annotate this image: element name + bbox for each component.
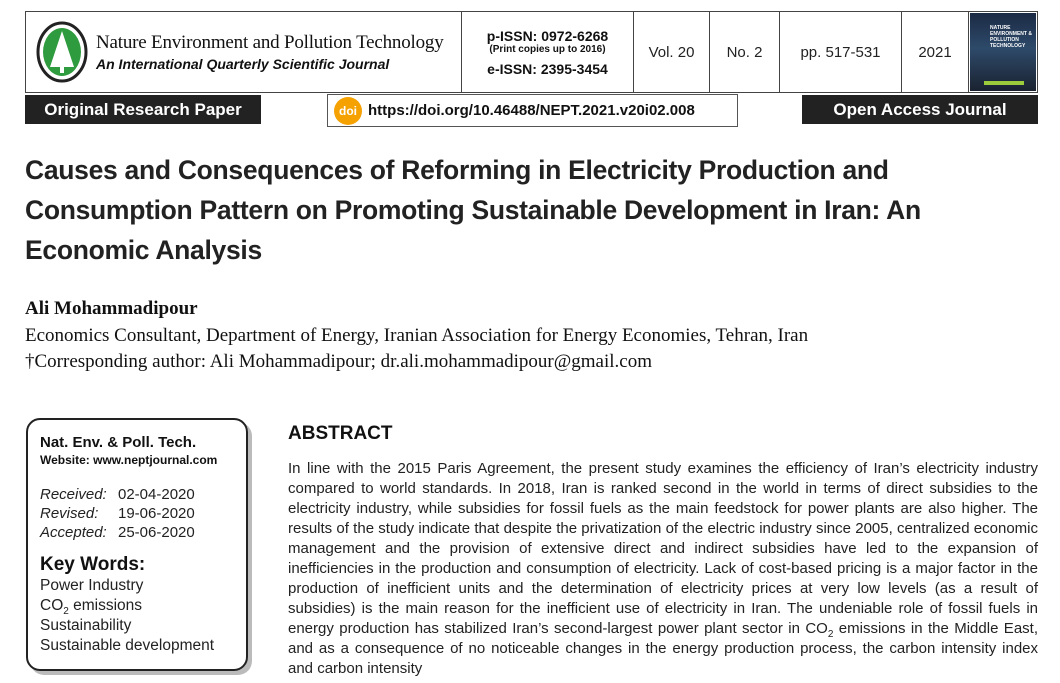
- article-dates: [40, 485, 246, 542]
- keyword-item: $CO_2$ emissions: [40, 597, 143, 618]
- abstract-text: In line with the 2015 Paris Agreement, the present study examines the efficiency of Iran’s electricity industry compared to world standards. In 2018, Iran is ranked second in the world in terms of direct subsidies to the electricity industry, while subsidies for fossil fuels as the main feedstock for power plants are also higher. The results of the study indicate that despite the privatization of the electric industry since 2005, centralized economic management and the provision of extensive direct and indirect subsidies have led to the expansion of inefficiencies in the production and consumption of electricity. Lack of cost-based pricing is a major factor in the production of inefficient units and the determination of electricity prices at very low levels (as a result of subsidies) is the main reason for the inefficient use of electricity in Iran. The undeniable role of fossil fuels in energy production has stabilized Iran’s second-largest power plant sector in $CO_2$ emissions in the Middle East, and as a consequence of no noticeable changes in the energy production process, the carbon intensity index and carbon intensity: [288, 460, 1038, 677]
- issue-number: No. 2: [710, 12, 780, 92]
- journal-cover-image: [970, 13, 1036, 91]
- journal-name: Nature Environment and Pollution Technology: [96, 32, 444, 53]
- received-date: 02-04-2020: [118, 486, 195, 503]
- journal-cell: [26, 12, 462, 92]
- author-name: Ali Mohammadipour: [25, 298, 198, 319]
- p-issn: p-ISSN: 0972-6268: [486, 27, 609, 44]
- journal-logo-icon: [36, 21, 88, 83]
- accepted-date: 25-06-2020: [118, 524, 195, 541]
- sidebox-website: Website: www.neptjournal.com: [40, 453, 218, 467]
- keywords-title: Key Words:: [40, 554, 146, 575]
- article-info-box: [26, 418, 248, 671]
- open-access-label: Open Access Journal: [802, 95, 1038, 124]
- accepted-label: Accepted:: [40, 524, 107, 541]
- doi-url[interactable]: https://doi.org/10.46488/NEPT.2021.v20i02.008: [368, 102, 695, 119]
- article-title: Causes and Consequences of Reforming in Electricity Production and Consumption Pattern on Promoting Sustainable Development in Iran: An Economic Analysis: [25, 155, 921, 265]
- keyword-item: Sustainability: [40, 617, 132, 634]
- received-label: Received:: [40, 486, 107, 503]
- e-issn: e-ISSN: 2395-3454: [487, 60, 608, 77]
- cover-text: NATURE ENVIRONMENT & POLLUTION TECHNOLOGY: [990, 25, 1032, 49]
- year: 2021: [902, 12, 969, 92]
- doi-link[interactable]: [327, 94, 738, 127]
- author-affiliation: Economics Consultant, Department of Energy, Iranian Association for Energy Economies, Tehran, Iran: [25, 325, 809, 346]
- revised-date: 19-06-2020: [118, 505, 195, 522]
- corresponding-author: †Corresponding author: Ali Mohammadipour; dr.ali.mohammadipour@gmail.com: [25, 351, 652, 372]
- page-range: pp. 517-531: [780, 12, 902, 92]
- cover-cell: [969, 12, 1037, 92]
- abstract-heading: ABSTRACT: [288, 423, 393, 444]
- keyword-item: Power Industry: [40, 577, 144, 594]
- journal-subtitle: An International Quarterly Scientific Journal: [96, 56, 390, 72]
- volume: Vol. 20: [634, 12, 710, 92]
- keyword-item: Sustainable development: [40, 637, 215, 654]
- issn-cell: [462, 12, 634, 92]
- doi-icon: doi: [334, 97, 362, 125]
- print-note: (Print copies up to 2016): [489, 43, 606, 55]
- sidebox-journal: Nat. Env. & Poll. Tech.: [40, 434, 197, 451]
- cover-accent: [984, 81, 1024, 85]
- journal-header: [25, 11, 1038, 93]
- paper-type-label: Original Research Paper: [25, 95, 261, 124]
- revised-label: Revised:: [40, 505, 99, 522]
